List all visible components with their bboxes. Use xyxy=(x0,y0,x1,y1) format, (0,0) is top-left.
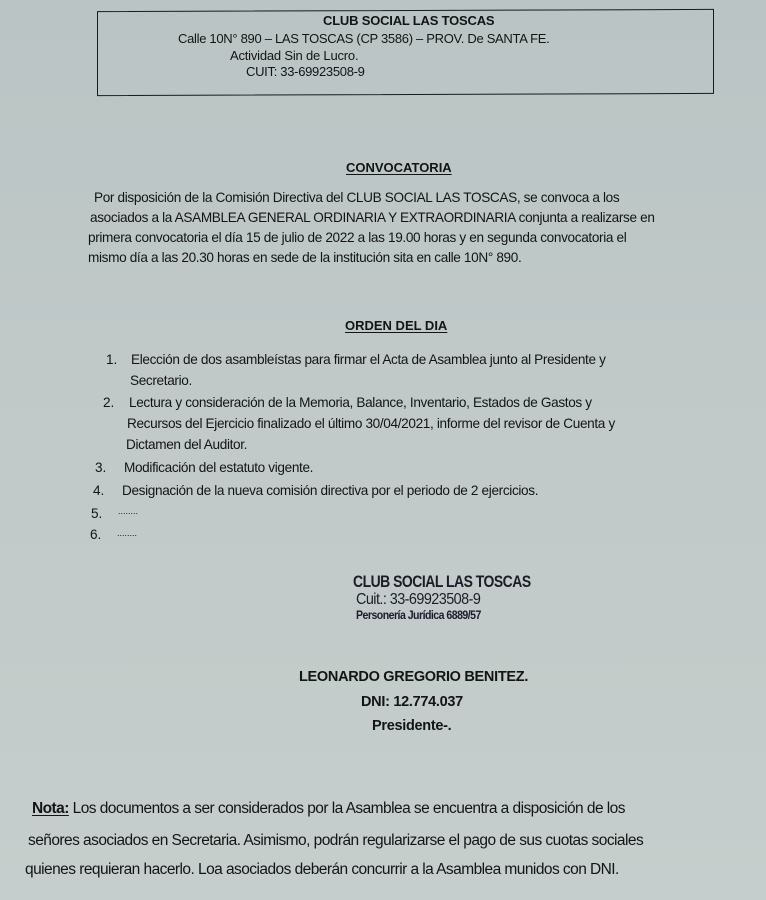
agenda-item-text: Secretario. xyxy=(130,373,192,388)
orden-del-dia-title: ORDEN DEL DIA xyxy=(345,318,448,333)
stamp-club-name: CLUB SOCIAL LAS TOSCAS xyxy=(353,572,531,591)
agenda-item-number: 4. xyxy=(93,483,105,498)
club-name-heading: CLUB SOCIAL LAS TOSCAS xyxy=(323,13,495,28)
agenda-item-text: Dictamen del Auditor. xyxy=(126,437,248,452)
note-text: Los documentos a ser considerados por la Asamblea se encuentra a disposición de los xyxy=(72,800,625,817)
agenda-item-text: Elección de dos asambleístas para firmar el Acta de Asamblea junto al Presidente y xyxy=(131,352,606,367)
agenda-item-number: 1. xyxy=(106,352,118,367)
agenda-item-text: Modificación del estatuto vigente. xyxy=(124,460,314,475)
club-activity: Actividad Sin de Lucro. xyxy=(230,48,359,63)
agenda-item-number: 2. xyxy=(103,395,115,410)
club-address: Calle 10N° 890 – LAS TOSCAS (CP 3586) – PROV. De SANTA FE. xyxy=(178,31,550,46)
agenda-item-number: 5. xyxy=(91,506,103,521)
agenda-item-text: ........ xyxy=(118,506,139,516)
convocatoria-title: CONVOCATORIA xyxy=(346,160,452,175)
convocatoria-line: Por disposición de la Comisión Directiva del CLUB SOCIAL LAS TOSCAS, se convoca a los xyxy=(94,190,620,205)
note-line: señores asociados en Secretaria. Asimismo, podrán regularizarse el pago de sus cuotas sociales xyxy=(28,832,644,849)
note-line xyxy=(32,800,625,818)
agenda-item-text: Lectura y consideración de la Memoria, Balance, Inventario, Estados de Gastos y xyxy=(129,395,592,410)
convocatoria-line: asociados a la ASAMBLEA GENERAL ORDINARIA Y EXTRAORDINARIA conjunta a realizarse en xyxy=(90,210,655,225)
signatory-name: LEONARDO GREGORIO BENITEZ. xyxy=(299,669,529,685)
signatory-role: Presidente-. xyxy=(372,718,452,734)
agenda-item-text: ........ xyxy=(117,528,138,538)
convocatoria-line: mismo día a las 20.30 horas en sede de la institución sita en calle 10N° 890. xyxy=(88,250,522,265)
note-label: Nota: xyxy=(32,800,69,817)
stamp-personeria: Personería Jurídica 6889/57 xyxy=(356,608,481,622)
agenda-item-number: 6. xyxy=(90,527,102,542)
convocatoria-line: primera convocatoria el día 15 de julio de 2022 a las 19.00 horas y en segunda convocatoria el xyxy=(88,230,627,245)
note-line: quienes requieran hacerlo. Loa asociados deberán concurrir a la Asamblea munidos con DNI. xyxy=(25,861,619,878)
signatory-dni: DNI: 12.774.037 xyxy=(361,694,463,710)
club-cuit: CUIT: 33-69923508-9 xyxy=(246,64,365,79)
agenda-item-number: 3. xyxy=(95,460,107,475)
stamp-cuit: Cuit.: 33-69923508-9 xyxy=(356,591,481,608)
agenda-item-text: Recursos del Ejercicio finalizado el último 30/04/2021, informe del revisor de Cuenta y xyxy=(127,416,615,431)
agenda-item-text: Designación de la nueva comisión directiva por el periodo de 2 ejercicios. xyxy=(122,483,539,498)
